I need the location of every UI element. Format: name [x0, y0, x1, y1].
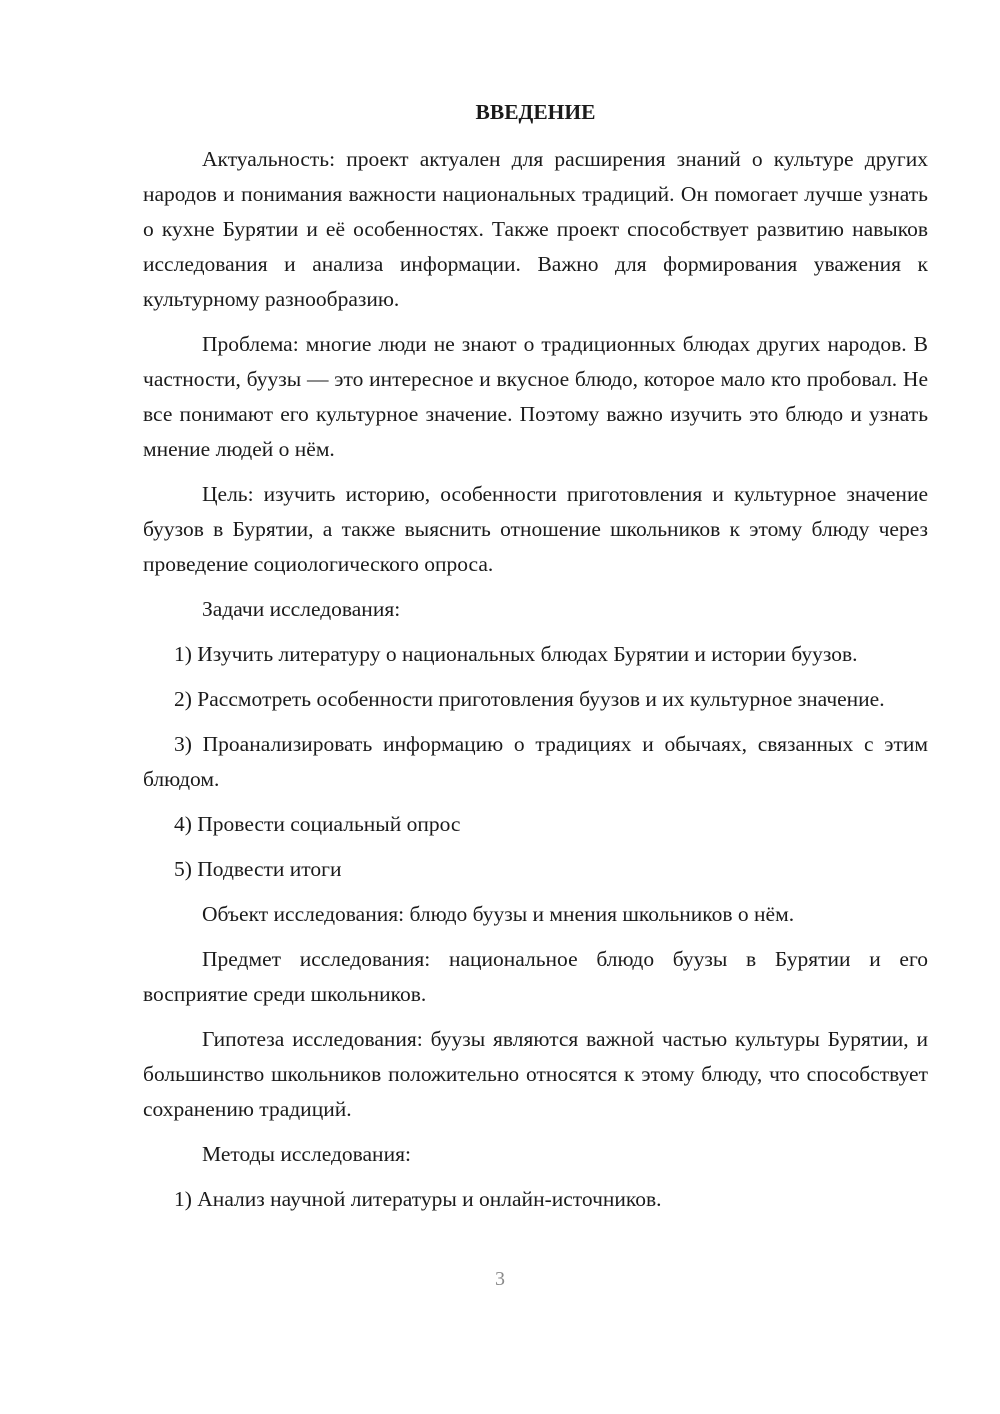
task-item: 1) Изучить литературу о национальных блюдах Бурятии и истории буузов. — [174, 642, 858, 666]
method-item: 1) Анализ научной литературы и онлайн-источников. — [174, 1187, 662, 1211]
section-heading: ВВЕДЕНИЕ — [475, 100, 596, 124]
document-page — [143, 95, 928, 1227]
problem-paragraph: Проблема: многие люди не знают о традиционных блюдах других народов. В частности, буузы — это интересное и вкусное блюдо, которое мало кто пробовал. Не все понимают его культурное значение. Поэтому важно изучить это блюдо и узнать мнение людей о нём. — [143, 332, 928, 461]
task-item: 4) Провести социальный опрос — [174, 812, 461, 836]
task-item: 2) Рассмотреть особенности приготовления буузов и их культурное значение. — [174, 687, 885, 711]
task-item: 5) Подвести итоги — [174, 857, 342, 881]
methods-heading: Методы исследования: — [202, 1142, 411, 1166]
goal-paragraph: Цель: изучить историю, особенности приготовления и культурное значение буузов в Бурятии, а также выяснить отношение школьников к этому блюду через проведение социологического опроса. — [143, 482, 928, 576]
hypothesis-paragraph: Гипотеза исследования: буузы являются важной частью культуры Бурятии, и большинство школьников положительно относятся к этому блюду, что способствует сохранению традиций. — [143, 1027, 928, 1121]
page-number: 3 — [495, 1268, 505, 1290]
tasks-heading: Задачи исследования: — [202, 597, 401, 621]
subject-paragraph: Предмет исследования: национальное блюдо буузы в Бурятии и его восприятие среди школьников. — [143, 947, 928, 1006]
relevance-paragraph: Актуальность: проект актуален для расширения знаний о культуре других народов и понимания важности национальных традиций. Он помогает лучше узнать о кухне Бурятии и её особенностях. Также проект способствует развитию навыков исследования и анализа информации. Важно для формирования уважения к культурному разнообразию. — [143, 147, 928, 311]
task-item: 3) Проанализировать информацию о традициях и обычаях, связанных с этим блюдом. — [143, 732, 928, 791]
object-paragraph: Объект исследования: блюдо буузы и мнения школьников о нём. — [202, 902, 795, 926]
